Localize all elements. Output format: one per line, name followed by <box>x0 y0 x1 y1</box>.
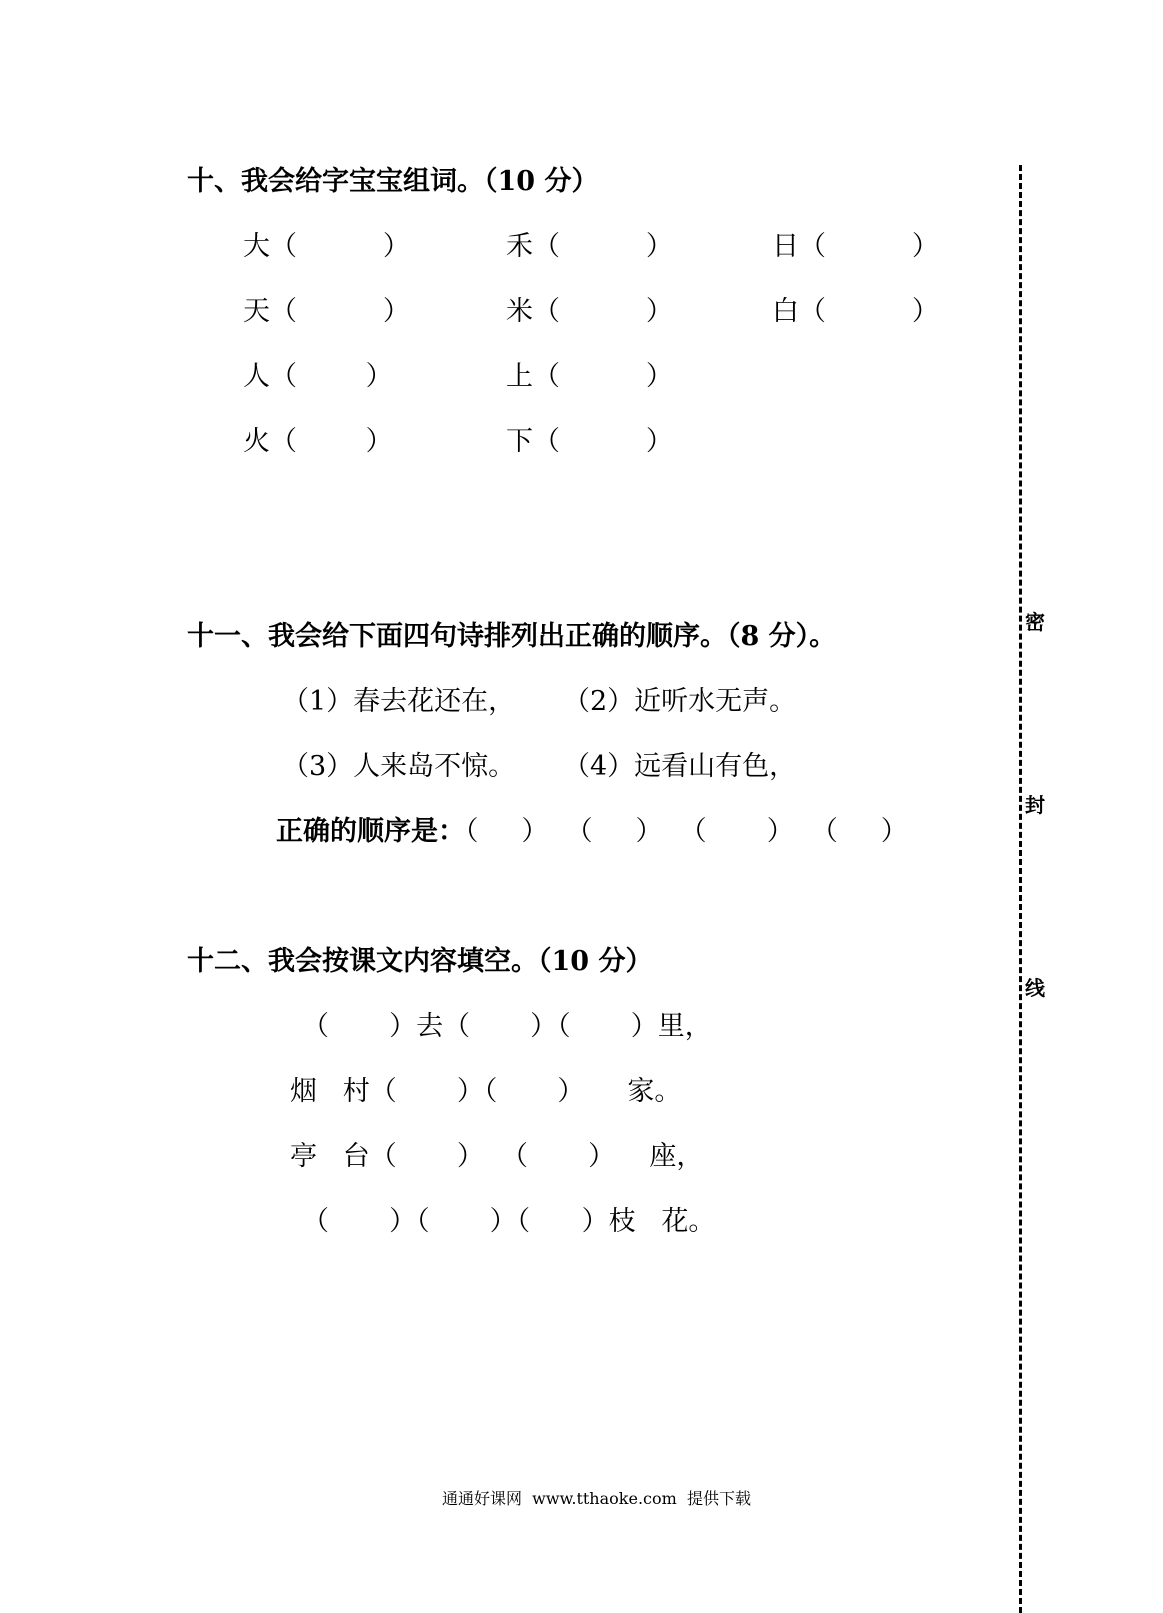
word-item <box>243 298 410 325</box>
binding-char-line: 线 <box>1025 976 1045 1000</box>
word-blank: （ ） <box>799 296 939 327</box>
binding-char-seal: 密 <box>1025 610 1045 634</box>
poem-line: （2）近听水无声。 <box>563 686 797 717</box>
word-blank: （ ） <box>270 361 393 392</box>
word-char: 上 <box>506 361 533 392</box>
word-item <box>243 233 410 260</box>
word-blank: （ ） <box>270 231 410 262</box>
fill-line: 亭 台（ ） （ ） 座， <box>290 1141 704 1172</box>
word-item <box>772 298 939 325</box>
word-item <box>243 428 393 455</box>
word-item <box>772 233 939 260</box>
word-char: 白 <box>772 296 799 327</box>
word-blank: （ ） <box>270 296 410 327</box>
binding-char-close: 封 <box>1025 793 1045 817</box>
word-blank: （ ） <box>270 426 393 457</box>
order-label: 正确的顺序是： <box>276 816 465 847</box>
word-char: 米 <box>506 296 533 327</box>
section-12-title: 十二、我会按课文内容填空。（10 分） <box>187 946 653 977</box>
poem-line: （4）远看山有色， <box>563 751 797 782</box>
word-item <box>506 428 673 455</box>
word-blank: （ ） <box>533 361 673 392</box>
word-item <box>506 298 673 325</box>
poem-line: （3）人来岛不惊。 <box>282 751 516 782</box>
word-char: 火 <box>243 426 270 457</box>
word-char: 天 <box>243 296 270 327</box>
poem-line: （1）春去花还在， <box>282 686 516 717</box>
word-item <box>243 363 393 390</box>
word-item <box>506 233 673 260</box>
binding-line <box>1019 165 1022 1613</box>
footer-text: 通通好课网 www.tthaoke.com 提供下载 <box>442 1489 751 1508</box>
word-blank: （ ） <box>533 296 673 327</box>
fill-line: （ ）去（ ）（ ）里， <box>302 1011 712 1042</box>
word-char: 下 <box>506 426 533 457</box>
order-answer <box>276 818 908 845</box>
word-blank: （ ） <box>799 231 939 262</box>
word-blank: （ ） <box>533 426 673 457</box>
word-char: 人 <box>243 361 270 392</box>
fill-line: （ ）（ ）（ ）枝 花。 <box>302 1206 716 1237</box>
fill-line: 烟 村（ ）（ ） 家。 <box>290 1076 682 1107</box>
order-blanks: （ ） （ ） （ ） （ ） <box>465 816 908 847</box>
section-10-title: 十、我会给字宝宝组词。（10 分） <box>187 166 599 197</box>
word-item <box>506 363 673 390</box>
word-char: 大 <box>243 231 270 262</box>
section-11-title: 十一、我会给下面四句诗排列出正确的顺序。（8 分）。 <box>187 621 837 652</box>
word-char: 日 <box>772 231 799 262</box>
word-char: 禾 <box>506 231 533 262</box>
word-blank: （ ） <box>533 231 673 262</box>
